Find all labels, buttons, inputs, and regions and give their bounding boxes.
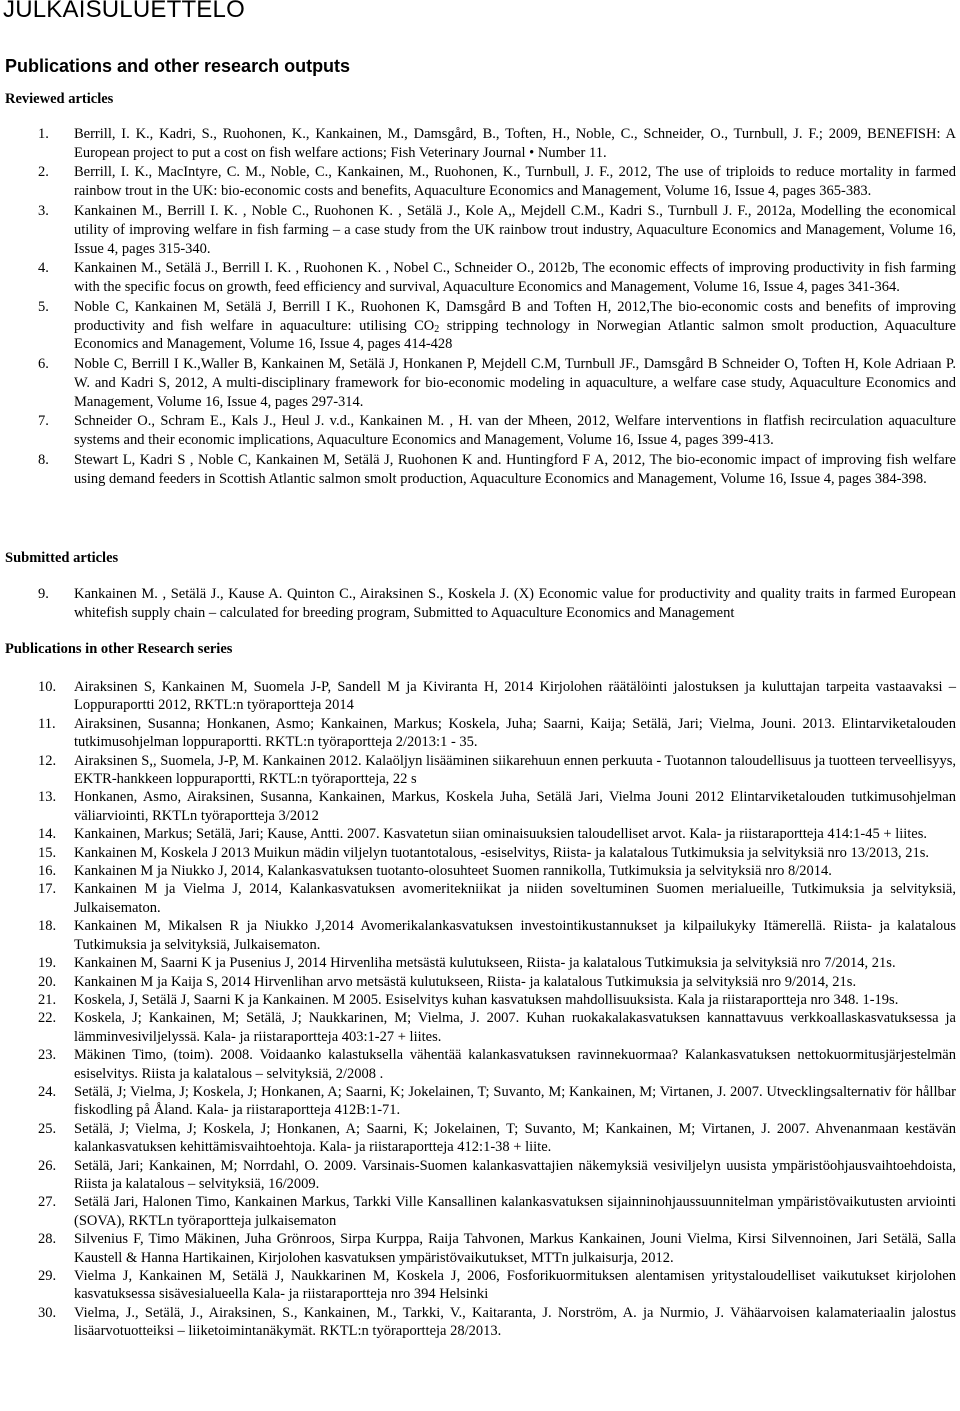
section-heading-other-research-series: Publications in other Research series [5,641,233,657]
publication-number: 29. [38,1268,57,1284]
publication-number: 16. [38,863,57,880]
publication-text: Kankainen, Markus; Setälä, Jari; Kause, Antti. 2007. Kasvatetun siian ominaisuuksien taloudelliset arvot. Kala- ja riistaraportteja 414:1-45 + liites. [74,826,928,843]
section-heading-reviewed-articles: Reviewed articles [5,91,114,107]
publication-text: Noble C, Kankainen M, Setälä J, Berrill I K., Ruohonen K, Damsgård B and Toften H, 2012,The bio-economic costs and benefits of improving productivity and fish welfare in aquaculture: utilising CO [74,298,956,334]
publication-number: 14. [38,826,57,843]
publication-item [0,973,960,991]
publication-text: Kankainen M., Berrill I. K. , Noble C., Ruohonen K. , Setälä J., Kole A,, Mejdell C.M., Kadri S., Turnbull J. F., 2012a, Modelling the economical utility of improving welfare in fish farming – a case study from the UK rainbow trout industry, Aquaculture Economics and Management, Volume 16, Issue 4, pages 315-340. [74,202,956,257]
publication-item [0,1230,960,1267]
publication-text: Kankainen M., Setälä J., Berrill I. K. , Ruohonen K. , Nobel C., Schneider O., 2012b, The economic effects of improving productivity in fish farming with the specific focus on growth, feed efficiency and survival, Aquaculture Economics and Management, Volume 16, Issue 4, pages 341-364. [74,260,956,296]
publication-number: 20. [38,973,57,990]
publication-item [0,1083,960,1120]
publication-number: 22. [38,1010,57,1027]
publication-number: 21. [38,991,57,1008]
publication-item [0,991,960,1009]
publication-item [0,355,960,411]
publication-number: 17. [38,881,57,898]
publication-number: 4. [38,260,49,277]
publication-number: 18. [38,918,57,935]
publication-text: Koskela, J; Kankainen, M; Setälä, J; Naukkarinen, M; Vielma, J. 2007. Kuhan ruokakalakasvatuksen kannattavuus verkkoallaskasvatuksessa ja lämminvesiviljelyssä. Kala- ja riistaraportteja 403:1-27 + liites. [74,1010,956,1045]
publication-item [0,259,960,297]
publication-item [0,880,960,917]
publication-text: Honkanen, Asmo, Airaksinen, Susanna, Kankainen, Markus, Koskela Juha, Setälä Jari, Vielma Jouni 2012 Elintarviketalouden tutkimusohjelman väliarviointi, RKTLn työraportteja 3/2012 [74,789,956,824]
publication-item [0,202,960,258]
submitted-articles-list [0,585,960,623]
publication-text: Kankainen M. , Setälä J., Kause A. Quinton C., Airaksinen S., Koskela J. (X) Economic value for productivity and quality traits in farmed European whitefish supply chain – calculated for breeding program, Submitted to Aquaculture Economics and Management [74,586,956,621]
publication-text-continued: stripping technology in Norwegian Atlantic salmon smolt production, Aquaculture Economics and Management, Volume 16, Issue 4, pages 414-428 [74,317,956,353]
publication-number: 8. [38,451,49,468]
publication-item [0,1120,960,1157]
publication-text: Mäkinen Timo, (toim). 2008. Voidaanko kalastuksella vähentää kalankasvatuksen ravinnekuormaa? Kalankasvatuksen nettokuormitusjärjestelmän esiselvitys. Riista ja kalatalous – selvityksiä, 2/2008 . [74,1047,956,1082]
publication-text: Noble C, Berrill I K.,Waller B, Kankainen M, Setälä J, Honkanen P, Mejdell C.M, Turnbull JF., Damsgård B Schneider O, Toften H, Kole Adriaan P. W. and Kadri S, 2012, A multi-disciplinary framework for bio-economic modeling in aquaculture, a welfare case study, Aquaculture Economics and Management, Volume 16, Issue 4, pages 297-314. [74,356,956,410]
publication-item [0,1009,960,1046]
publication-number: 9. [38,586,49,602]
publication-item [0,844,960,862]
publication-item [0,1157,960,1194]
publication-number: 27. [38,1194,57,1211]
publication-number: 10. [38,679,57,695]
publication-number: 28. [38,1231,57,1248]
publication-item [0,451,960,489]
publication-item [0,412,960,450]
publication-text: Kankainen M, Koskela J 2013 Muikun mädin viljelyn tuotantotalous, -esiselvitys, Riista- ja kalatalous Tutkimuksia ja selvityksiä nro 13/2013, 21s. [74,844,930,861]
publication-text: Kankainen M, Mikalsen R ja Niukko J,2014 Avomerikalankasvatuksen investointikustannukset ja kilpailukyky Itämerellä. Riista- ja kalatalous Tutkimuksia ja selvityksiä, Julkaisematon. [74,918,956,953]
publication-number: 1. [38,126,49,142]
publication-number: 5. [38,298,49,315]
publication-number: 25. [38,1120,57,1137]
publication-text: Vielma, J., Setälä, J., Airaksinen, S., Kankainen, M., Tarkki, V., Kaitaranta, J. Norström, A. ja Nurmio, J. Vähäarvoisen kalamateriaalin jalostus lisäarvotuotteiksi – liiketoimintanäkymät. RKTL:n työraportteja 28/2013. [74,1304,956,1340]
publication-text: Koskela, J, Setälä J, Saarni K ja Kankainen. M 2005. Esiselvitys kuhan kasvatuksen mahdollisuuksista. Kala ja riistaraportteja nro 348. 1-19s. [74,991,899,1008]
publication-item [0,917,960,954]
reviewed-articles-list [0,125,960,489]
publication-item [0,1304,960,1341]
publication-item [0,954,960,972]
publication-item [0,825,960,843]
publication-text: Kankainen M ja Vielma J, 2014, Kalankasvatuksen avomeritekniikat ja niiden soveltuminen Suomen merialueille, Tutkimuksia ja selvityksiä, Julkaisematon. [74,881,956,916]
publication-item [0,1267,960,1304]
publication-item [0,715,960,752]
publication-text: Kankainen M ja Niukko J, 2014, Kalankasvatuksen tuotanto-olosuhteet Suomen rannikolla, Tutkimuksia ja selvityksiä nro 8/2014. [74,863,832,880]
publication-text: Kankainen M ja Kaija S, 2014 Hirvenlihan arvo metsästä kulutukseen, Riista- ja kalatalous Tutkimuksia ja selvityksiä nro 9/2014, 21s. [74,973,857,990]
publication-text: Airaksinen S,, Suomela, J-P, M. Kankainen 2012. Kalaöljyn lisääminen siikarehuun ennen perkuuta - Tuotannon taloudellisuus ja tuotteen terveellisyys, EKTR-hankkeen loppuraportti, RKTL:n työraportteja, 22 s [74,752,956,788]
publication-item [0,585,960,623]
section-heading-submitted-articles: Submitted articles [5,550,119,566]
publication-item [0,788,960,825]
document-title: JULKAISULUETTELO [3,0,245,23]
publication-text: Berrill, I. K., MacIntyre, C. M., Noble, C., Kankainen, M., Ruohonen, K., Turnbull, J. F., 2012, The use of triploids to reduce mortality in farmed rainbow trout in the UK: bio-economic costs and benefits, Aquaculture Economics and Management, Volume 16, Issue 4, pages 365-383. [74,164,956,200]
document-subtitle: Publications and other research outputs [5,56,351,76]
publication-text: Kankainen M, Saarni K ja Pusenius J, 2014 Hirvenliha metsästä kulutukseen, Riista- ja kalatalous Tutkimuksia ja selvityksiä nro 7/2014, 21s. [74,955,896,972]
publication-item [0,752,960,789]
publication-item [0,298,960,354]
publication-item [0,1046,960,1083]
other-research-series-list [0,678,960,1341]
publication-number: 11. [38,715,56,732]
publication-item [0,125,960,163]
publication-number: 2. [38,164,49,181]
publication-number: 12. [38,752,57,769]
publication-text: Airaksinen, Susanna; Honkanen, Asmo; Kankainen, Markus; Koskela, Juha; Saarni, Kaija; Setälä, Jari; Vielma, Jouni. 2013. Elintarviketalouden tutkimusohjelman loppuraportti. RKTL:n työraportteja 2/2013:1 - 35. [74,715,956,751]
publication-item [0,1193,960,1230]
publication-text: Setälä, J; Vielma, J; Koskela, J; Honkanen, A; Saarni, K; Jokelainen, T; Suvanto, M; Kankainen, M; Virtanen, J. 2007. Utvecklingsalternativ för hållbar fiskodling på Åland. Kala- ja riistaraportteja 412B:1-71. [74,1083,956,1119]
publication-text: Setälä Jari, Halonen Timo, Kankainen Markus, Tarkki Ville Kansallinen kalankasvatuksen sijainninohjaussuunnitelman ympäristövaikutusten arviointi (SOVA), RKTLn työraportteja julkaisematon [74,1194,956,1229]
publication-text: Setälä, J; Vielma, J; Koskela, J; Honkanen, A; Saarni, K; Jokelainen, T; Suvanto, M; Kankainen, M; Virtanen, J. 2007. Ahvenanmaan kestävän kalankasvatuksen kehittämisvaihtoehtoja. Kala- ja riistaraportteja 412:1-38 + liite. [74,1120,956,1156]
publication-text: Silvenius F, Timo Mäkinen, Juha Grönroos, Sirpa Kurppa, Raija Tahvonen, Markus Kankainen, Jouni Vielma, Kirsi Silvennoinen, Jari Setälä, Salla Kaustell & Hanna Hartikainen, Kirjolohen kasvatuksen ympäristövaikutukset, MTTn julkaisurja, 2012. [74,1231,956,1266]
publication-text: Schneider O., Schram E., Kals J., Heul J. v.d., Kankainen M. , H. van der Mheen, 2012, Welfare interventions in flatfish recirculation aquaculture systems and their economic implications, Aquaculture Economics and Management, Volume 16, Issue 4, pages 399-413. [74,413,956,449]
publication-number: 23. [38,1047,57,1064]
publication-item [0,862,960,880]
publication-item [0,163,960,201]
publication-text: Airaksinen S, Kankainen M, Suomela J-P, Sandell M ja Kiviranta H, 2014 Kirjolohen räätälöinti jalostuksen ja kuluttajan tarpeita vastaavaksi – Loppuraportti 2012, RKTL:n työraportteja 2014 [74,679,956,714]
publication-text: Vielma J, Kankainen M, Setälä J, Naukkarinen M, Koskela J, 2006, Fosforikuormituksen alentamisen yritystaloudelliset vaikutukset kirjolohen kasvatuksessa sisävesialueella Kala- ja riistaraportteja nro 394 Helsinki [74,1268,956,1303]
publication-number: 13. [38,789,57,806]
publication-item [0,678,960,715]
publication-text: Berrill, I. K., Kadri, S., Ruohonen, K., Kankainen, M., Damsgård, B., Toften, H., Noble, C., Schneider, O., Turnbull, J. F.; 2009, BENEFISH: A European project to put a cost on fish welfare actions; Fish Veterinary Journal • Number 11. [74,126,956,161]
subscript: 2 [434,323,440,335]
publication-number: 30. [38,1304,57,1321]
publication-number: 24. [38,1083,57,1100]
publication-number: 7. [38,413,49,430]
publication-number: 26. [38,1157,57,1174]
publication-number: 6. [38,356,49,373]
publication-text: Setälä, Jari; Kankainen, M; Norrdahl, O. 2009. Varsinais-Suomen kalankasvattajien näkemyksiä vesiviljelyn uusista ympäristöohjausvaihtoehdoista, Riista ja kalatalous – selvityksiä, 16/2009. [74,1157,956,1192]
publication-number: 19. [38,955,57,972]
publication-text: Stewart L, Kadri S , Noble C, Kankainen M, Setälä J, Ruohonen K and. Huntingford F A, 2012, The bio-economic impact of improving fish welfare using demand feeders in Scottish Atlantic salmon smolt production, Aquaculture Economics and Management, Volume 16, Issue 4, pages 384-398. [74,451,956,487]
publication-number: 15. [38,844,57,861]
publication-number: 3. [38,202,49,219]
